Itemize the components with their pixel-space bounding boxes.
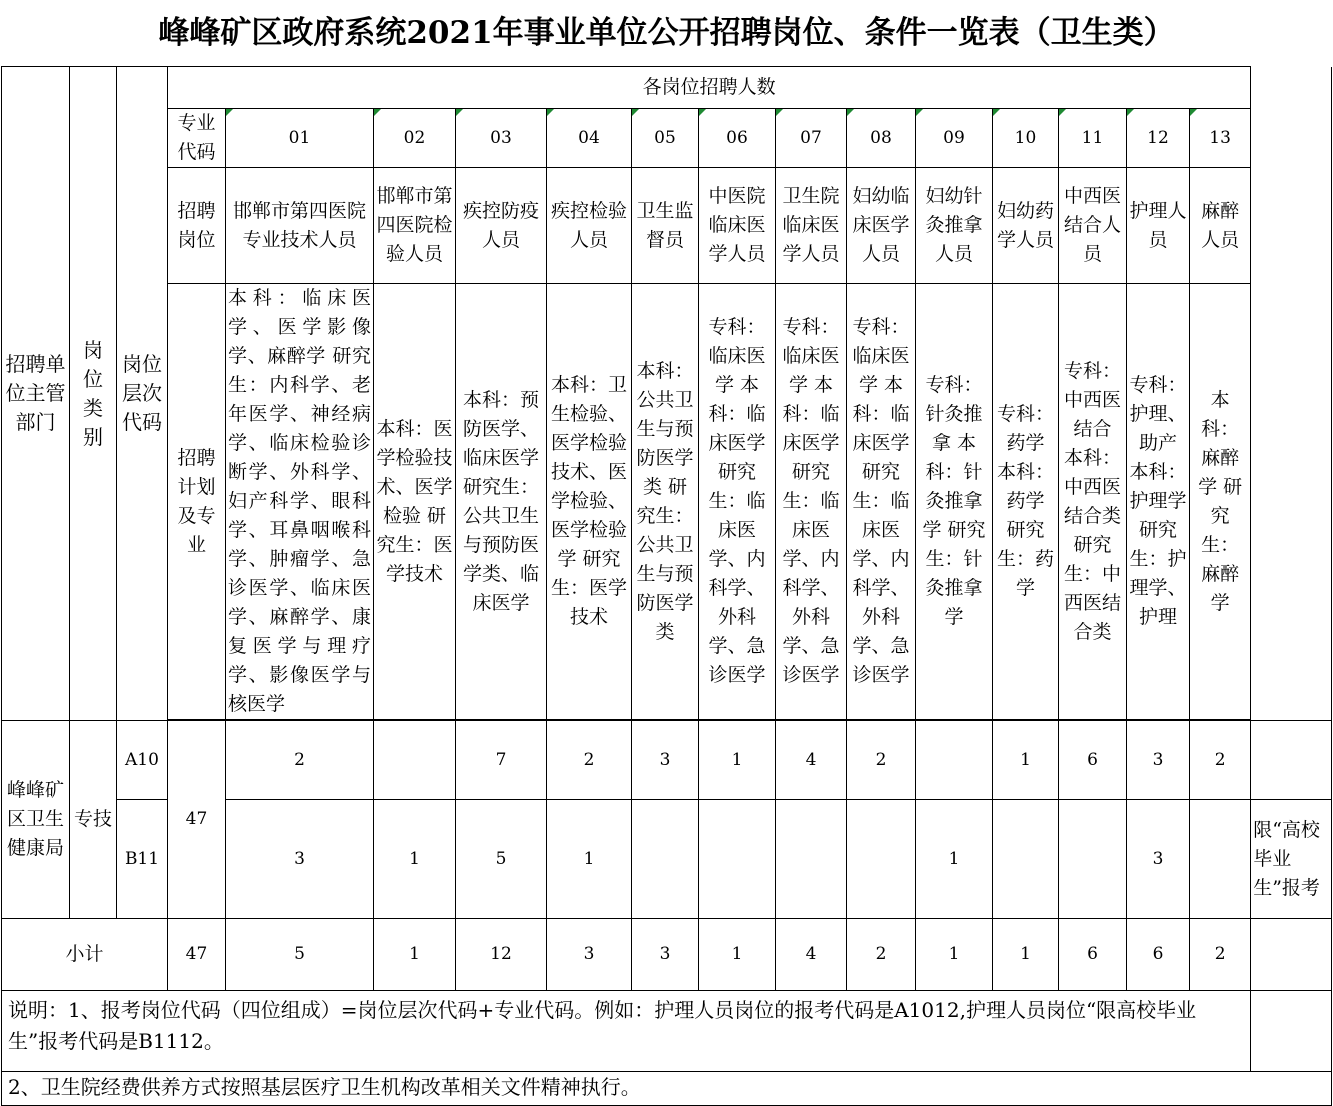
remark-cell (1251, 721, 1332, 800)
dept-name: 峰峰矿区卫生健康局 (2, 721, 70, 919)
post-name: 卫生监督员 (632, 168, 699, 284)
post-name: 疾控防疫人员 (456, 168, 547, 284)
count-cell: 3 (226, 800, 374, 919)
major-code: 01 (226, 109, 374, 168)
major-code: 08 (847, 109, 916, 168)
count-cell (699, 800, 776, 919)
remark-cell: 限“高校毕业生”报考 (1251, 800, 1332, 919)
subtotal-cell: 3 (632, 919, 699, 991)
plan-majors: 专科：临床医学 本科：临床医学 研究生：临床医学、内科学、外科学、急诊医学 (847, 284, 916, 720)
header-level-code: 岗位层次代码 (117, 67, 168, 721)
count-cell: 1 (374, 800, 456, 919)
header-dept: 招聘单位主管部门 (2, 67, 70, 721)
subtotal-cell: 5 (226, 919, 374, 991)
major-code: 04 (547, 109, 632, 168)
count-cell: 2 (547, 721, 632, 800)
major-code: 05 (632, 109, 699, 168)
plan-majors: 本科：临床医学、医学影像学、麻醉学 研究生：内科学、老年医学、神经病学、临床检验诊断学、外科学、妇产科学、眼科学、耳鼻咽喉科学、肿瘤学、急诊医学、临床医学、麻醉学、康复医学与理疗学、影像医学与核医学 (226, 284, 374, 720)
subtotal-cell: 1 (374, 919, 456, 991)
post-name: 麻醉人员 (1190, 168, 1251, 284)
page-title: 峰峰矿区政府系统2021年事业单位公开招聘岗位、条件一览表（卫生类） (158, 15, 1175, 51)
count-cell (1059, 800, 1127, 919)
remark-cell (1251, 991, 1332, 1072)
post-name: 妇幼临床医学人员 (847, 168, 916, 284)
count-cell: 4 (776, 721, 847, 800)
count-cell (847, 800, 916, 919)
subtotal-total: 47 (168, 919, 226, 991)
count-cell: 7 (456, 721, 547, 800)
subtotal-label: 小计 (2, 919, 168, 991)
level-code: A10 (117, 721, 168, 800)
subtotal-cell: 1 (916, 919, 993, 991)
plan-majors: 专科：针灸推拿 本科：针灸推拿学 研究生：针灸推拿学 (916, 284, 993, 720)
plan-majors: 本科：预防医学、临床医学研究生：公共卫生与预防医学类、临床医学 (456, 284, 547, 720)
row-total: 47 (168, 721, 226, 919)
spacer-cell (1251, 67, 1332, 721)
count-cell (632, 800, 699, 919)
plan-majors: 专科：药学 本科：药学 研究生：药学 (993, 284, 1059, 720)
subtotal-cell: 1 (993, 919, 1059, 991)
subtotal-cell: 2 (1190, 919, 1251, 991)
plan-majors: 专科：临床医学 本科：临床医学 研究生：临床医学、内科学、外科学、急诊医学 (776, 284, 847, 720)
count-cell (374, 721, 456, 800)
subtotal-cell: 12 (456, 919, 547, 991)
count-cell: 1 (547, 800, 632, 919)
major-code: 03 (456, 109, 547, 168)
plan-majors: 本科：卫生检验、医学检验技术、医学检验、医学检验学 研究生：医学技术 (547, 284, 632, 720)
count-cell: 1 (699, 721, 776, 800)
major-code: 12 (1127, 109, 1190, 168)
count-cell: 2 (1190, 721, 1251, 800)
count-cell: 2 (847, 721, 916, 800)
subtotal-cell: 6 (1059, 919, 1127, 991)
plan-majors: 本科：麻醉学 研究生：麻醉学 (1190, 284, 1251, 720)
plan-majors: 专科：护理、助产 本科：护理学 研究生：护理学、护理 (1127, 284, 1190, 720)
header-recruit-count: 各岗位招聘人数 (168, 67, 1251, 109)
major-code: 13 (1190, 109, 1251, 168)
count-cell (993, 800, 1059, 919)
subtotal-cell: 1 (699, 919, 776, 991)
level-code: B11 (117, 800, 168, 919)
plan-majors: 专科：中西医结合 本科：中西医结合类 研究生：中西医结合类 (1059, 284, 1127, 720)
post-name: 护理人员 (1127, 168, 1190, 284)
plan-label: 招聘计划及专业 (168, 284, 226, 720)
major-code: 06 (699, 109, 776, 168)
major-code: 11 (1059, 109, 1127, 168)
header-post-type: 岗位类别 (70, 67, 117, 721)
post-name: 中西医结合人员 (1059, 168, 1127, 284)
subtotal-cell: 4 (776, 919, 847, 991)
post-type: 专技 (70, 721, 117, 919)
subtotal-cell: 6 (1127, 919, 1190, 991)
major-code: 02 (374, 109, 456, 168)
major-code: 10 (993, 109, 1059, 168)
major-code-label: 专业代码 (168, 109, 226, 168)
plan-majors: 本科：医学检验技术、医学检验 研究生：医学技术 (374, 284, 456, 720)
major-code: 09 (916, 109, 993, 168)
count-cell: 3 (1127, 800, 1190, 919)
subtotal-cell: 3 (547, 919, 632, 991)
major-code: 07 (776, 109, 847, 168)
count-cell: 6 (1059, 721, 1127, 800)
count-cell (1190, 800, 1251, 919)
count-cell: 3 (1127, 721, 1190, 800)
remark-cell (1251, 919, 1332, 991)
subtotal-cell: 2 (847, 919, 916, 991)
post-name: 疾控检验人员 (547, 168, 632, 284)
recruitment-table (1, 66, 1332, 1106)
count-cell: 2 (226, 721, 374, 800)
count-cell: 5 (456, 800, 547, 919)
post-name: 妇幼药学人员 (993, 168, 1059, 284)
post-name: 妇幼针灸推拿人员 (916, 168, 993, 284)
count-cell (916, 721, 993, 800)
plan-majors: 专科：临床医学 本科：临床医学 研究生：临床医学、内科学、外科学、急诊医学 (699, 284, 776, 720)
count-cell: 1 (916, 800, 993, 919)
count-cell: 1 (993, 721, 1059, 800)
post-name: 邯郸市第四医院检验人员 (374, 168, 456, 284)
note-2: 2、卫生院经费供养方式按照基层医疗卫生机构改革相关文件精神执行。 (2, 1072, 1332, 1106)
plan-majors: 本科：公共卫生与预防医学类 研究生：公共卫生与预防医学类 (632, 284, 699, 720)
count-cell: 3 (632, 721, 699, 800)
count-cell (776, 800, 847, 919)
post-name: 中医院临床医学人员 (699, 168, 776, 284)
note-1: 说明：1、报考岗位代码（四位组成）=岗位层次代码+专业代码。例如：护理人员岗位的报考代码是A1012,护理人员岗位“限高校毕业生”报考代码是B1112。 (2, 991, 1251, 1072)
post-label: 招聘岗位 (168, 168, 226, 284)
post-name: 邯郸市第四医院专业技术人员 (226, 168, 374, 284)
post-name: 卫生院临床医学人员 (776, 168, 847, 284)
